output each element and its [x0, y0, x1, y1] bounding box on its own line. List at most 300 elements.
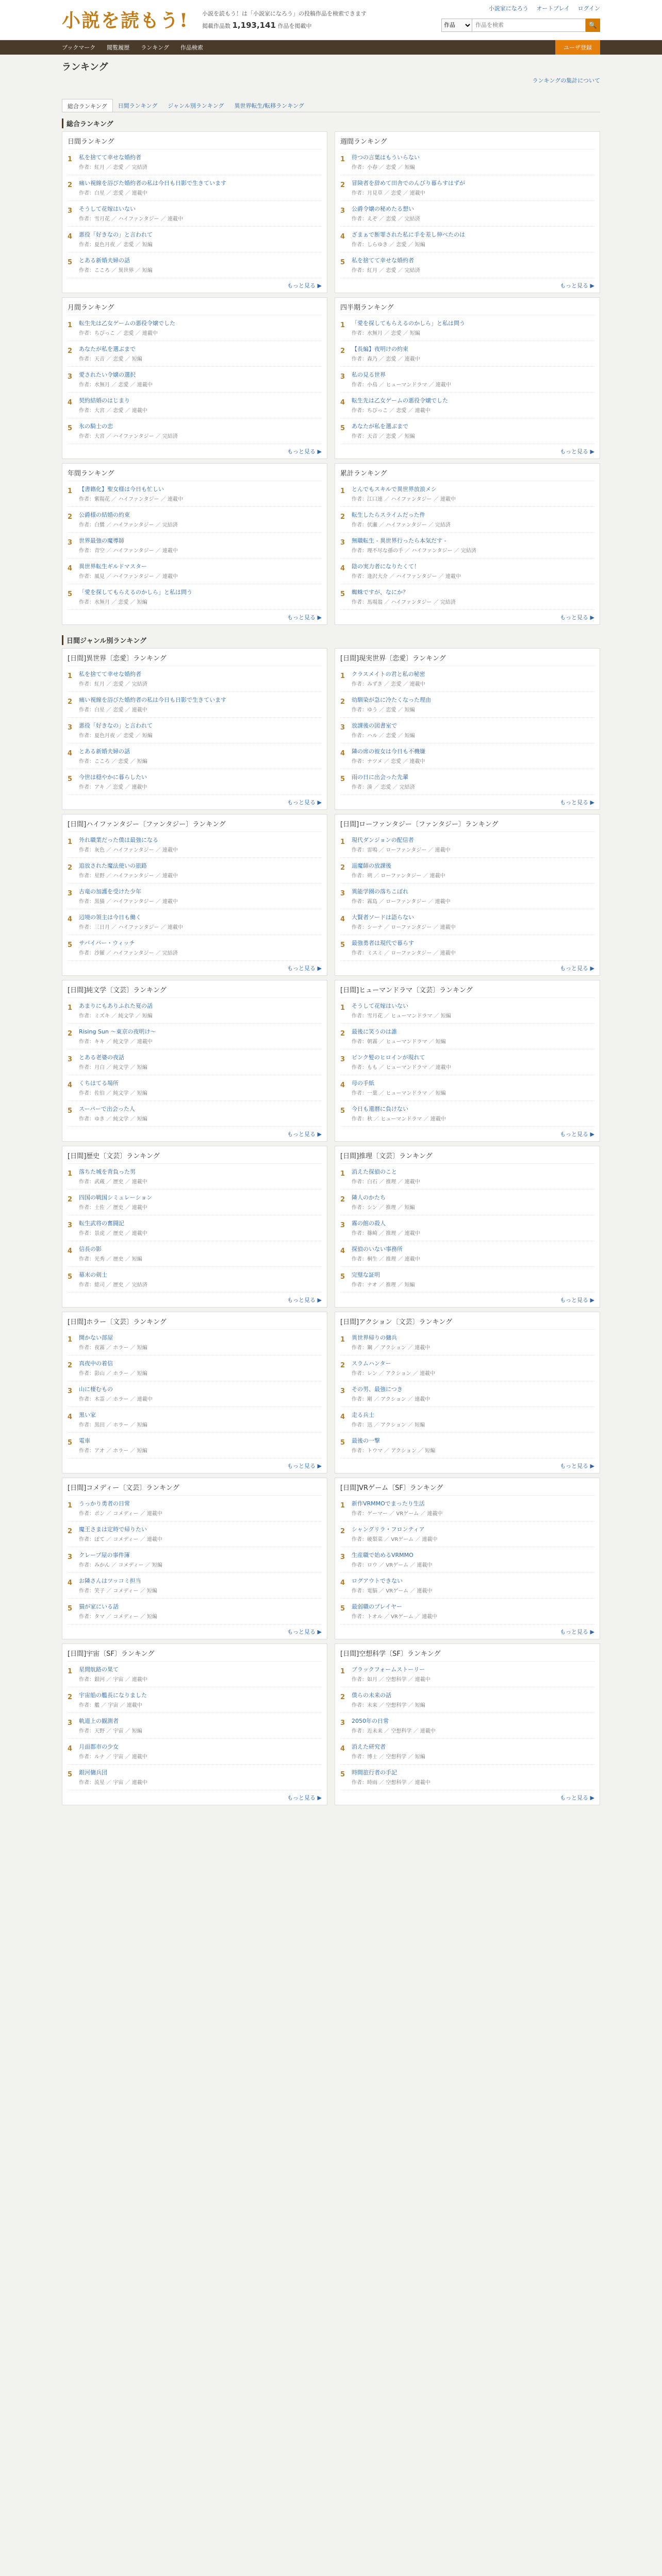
work-title-link[interactable]: 放課後の図書室で — [352, 722, 397, 729]
rank-number: 4 — [68, 565, 73, 572]
work-title-link[interactable]: 魔王さまは定時で帰りたい — [79, 1526, 147, 1533]
ranking-item — [68, 1190, 322, 1215]
nav-ranking[interactable]: ランキング — [141, 44, 169, 51]
work-meta: 作者：博士 ／ 空想科学 ／ 短編 — [352, 1754, 425, 1760]
work-meta: 作者：影山 ／ ホラー ／ 短編 — [79, 1371, 147, 1377]
work-count — [202, 21, 311, 30]
rank-number: 1 — [340, 1502, 345, 1510]
ranking-panel — [335, 1643, 600, 1805]
work-title-link[interactable]: 新作VRMMOでまったり生活 — [352, 1500, 425, 1507]
ranking-item — [68, 1215, 322, 1241]
work-title-link[interactable]: 転生武将の奮闘記 — [79, 1220, 124, 1227]
ranking-tabs — [62, 99, 600, 112]
search-button[interactable]: 🔍 — [586, 19, 600, 32]
work-meta: 作者：景虎 ／ 歴史 ／ 連載中 — [79, 1231, 147, 1236]
ranking-item — [68, 341, 322, 367]
tab-overall[interactable]: 総合ランキング — [62, 99, 113, 112]
panel-title: [日間]ヒューマンドラマ〔文芸〕ランキング — [340, 985, 594, 998]
ranking-item — [340, 341, 594, 367]
panel-title: [日間]推理〔文芸〕ランキング — [340, 1150, 594, 1164]
work-meta: 作者：雪月花 ／ ハイファンタジー ／ 連載中 — [79, 216, 183, 222]
item-body — [79, 888, 322, 905]
ranking-item — [340, 227, 594, 252]
rank-number: 4 — [340, 750, 345, 757]
work-title-link[interactable]: 真夜中の着信 — [79, 1360, 113, 1367]
rank-number: 3 — [68, 724, 73, 732]
work-meta: 作者：天音 ／ 恋愛 ／ 短編 — [352, 434, 415, 439]
work-title-link[interactable]: 幕末の剣士 — [79, 1272, 107, 1278]
item-body — [352, 1551, 594, 1568]
work-meta: 作者：紅月 ／ 恋愛 ／ 完結済 — [79, 165, 147, 171]
work-title-link[interactable]: 【書籍化】聖女様は今日も忙しい — [79, 486, 164, 493]
toplink-login[interactable]: ログイン — [577, 5, 600, 12]
work-title-link[interactable]: 私を捨てて幸せな婚約者 — [352, 257, 414, 264]
more-link[interactable]: もっと見る ▶ — [560, 614, 594, 621]
ranking-item — [68, 884, 322, 909]
work-title-link[interactable]: 隣人のかたち — [352, 1194, 386, 1201]
ranking-item — [68, 1573, 322, 1599]
work-title-link[interactable]: 猫が家にいる話 — [79, 1603, 119, 1610]
work-title-link[interactable]: 追放された魔法使いの旅路 — [79, 862, 147, 869]
ranking-item — [340, 858, 594, 884]
work-title-link[interactable]: 今世は穏やかに暮らしたい — [79, 774, 147, 781]
rank-number: 5 — [340, 259, 345, 266]
item-body — [79, 1002, 322, 1019]
site-logo[interactable] — [62, 6, 189, 32]
more-link[interactable]: もっと見る ▶ — [287, 1794, 322, 1801]
work-meta: 作者：白星 ／ 恋愛 ／ 連載中 — [79, 191, 147, 196]
work-title-link[interactable]: 最弱職のプレイヤー — [352, 1603, 403, 1610]
rank-number: 4 — [68, 1081, 73, 1089]
work-title-link[interactable]: そうして花嫁はいない — [352, 1003, 408, 1009]
rank-number: 3 — [340, 1719, 345, 1727]
work-title-link[interactable]: 四国の戦国シミュレーション — [79, 1194, 153, 1201]
work-meta: 作者：タマ ／ コメディー ／ 短編 — [79, 1614, 157, 1620]
work-title-link[interactable]: 異能学園の落ちこぼれ — [352, 888, 408, 895]
rank-number: 4 — [68, 1745, 73, 1753]
item-body — [352, 257, 594, 274]
more-link[interactable]: もっと見る ▶ — [287, 1463, 322, 1469]
work-title-link[interactable]: 異世界帰りの傭兵 — [352, 1334, 397, 1341]
work-meta: 作者：白石 ／ 推理 ／ 連載中 — [352, 1179, 420, 1185]
item-body — [352, 371, 594, 388]
rank-number: 1 — [340, 1668, 345, 1675]
work-title-link[interactable]: 軌道上の観測者 — [79, 1718, 119, 1724]
more-link[interactable]: もっと見る ▶ — [560, 1629, 594, 1635]
item-body — [79, 1054, 322, 1071]
work-meta: 作者：江口連 ／ ハイファンタジー ／ 連載中 — [352, 497, 456, 502]
rank-number: 1 — [68, 672, 73, 680]
work-title-link[interactable]: 母の手紙 — [352, 1080, 374, 1087]
rank-number: 2 — [68, 181, 73, 189]
item-body — [79, 422, 322, 439]
more-link[interactable]: もっと見る ▶ — [287, 799, 322, 806]
item-body — [79, 511, 322, 528]
ranking-panel — [335, 814, 600, 976]
work-title-link[interactable]: お隣さんはツッコミ担当 — [79, 1578, 141, 1584]
ranking-panel — [335, 648, 600, 810]
work-title-link[interactable]: 走る兵士 — [352, 1412, 374, 1418]
rank-number: 1 — [68, 321, 73, 329]
work-title-link[interactable]: 異世界転生ギルドマスター — [79, 563, 147, 570]
ranking-help-link[interactable]: ランキングの集計について — [532, 77, 600, 84]
rank-number: 3 — [340, 1387, 345, 1395]
work-title-link[interactable]: とんでもスキルで異世界放浪メシ — [352, 486, 437, 493]
work-title-link[interactable]: 最後の一撃 — [352, 1437, 380, 1444]
work-title-link[interactable]: 愛されたい令嬢の選択 — [79, 371, 136, 378]
work-title-link[interactable]: 大賢者ソードは語らない — [352, 914, 414, 921]
rank-number: 5 — [68, 590, 73, 598]
rank-number: 2 — [340, 698, 345, 706]
work-title-link[interactable]: 【長編】夜明けの約束 — [352, 346, 408, 352]
rank-number: 5 — [68, 1107, 73, 1115]
work-title-link[interactable]: 転生先は乙女ゲームの悪役令嬢でした — [352, 397, 448, 404]
toplink-narou[interactable]: 小説家になろう — [488, 5, 528, 12]
rank-number: 3 — [68, 1553, 73, 1561]
work-title-link[interactable]: 蜘蛛ですが、なにか？ — [352, 589, 408, 596]
work-title-link[interactable]: あまりにもありふれた夏の話 — [79, 1003, 153, 1009]
rank-number: 2 — [68, 1362, 73, 1369]
rank-number: 1 — [340, 1170, 345, 1178]
ranking-item — [340, 769, 594, 795]
work-title-link[interactable]: 時間旅行者の手記 — [352, 1769, 397, 1776]
item-body — [79, 670, 322, 687]
more-link[interactable]: もっと見る ▶ — [287, 1297, 322, 1303]
work-title-link[interactable]: あなたが私を選ぶまで — [79, 346, 136, 352]
tab-isekai[interactable]: 異世界転生/転移ランキング — [234, 103, 304, 109]
work-title-link[interactable]: 陰の実力者になりたくて！ — [352, 563, 420, 570]
rank-number: 3 — [68, 1056, 73, 1063]
work-title-link[interactable]: クラスメイトの君と私の秘密 — [352, 671, 425, 677]
ranking-panel — [62, 980, 327, 1142]
work-meta: 作者：電脳 ／ VRゲーム ／ 連載中 — [352, 1588, 433, 1594]
work-title-link[interactable]: 「愛を探してもらえるのかしら」と私は問う — [79, 589, 192, 596]
item-body — [79, 537, 322, 554]
ranking-item — [340, 1496, 594, 1521]
work-title-link[interactable]: 公爵令嬢の秘めたる想い — [352, 206, 414, 212]
work-title-link[interactable]: 私の見る世界 — [352, 371, 386, 378]
item-body — [352, 1054, 594, 1071]
search-type-select[interactable] — [441, 19, 472, 32]
work-meta: 作者：アオ ／ ホラー ／ 短編 — [79, 1448, 147, 1454]
ranking-item — [340, 367, 594, 393]
work-title-link[interactable]: 悪役「好きなの」と言われて — [79, 722, 153, 729]
item-body — [352, 154, 594, 171]
work-meta: 作者：霧島 ／ ローファンタジー ／ 連載中 — [352, 899, 451, 905]
work-title-link[interactable]: 転生したらスライムだった件 — [352, 512, 425, 518]
ranking-item — [340, 1547, 594, 1573]
nav-bookmark[interactable]: ブックマーク — [62, 44, 96, 51]
item-body — [352, 1271, 594, 1288]
work-title-link[interactable]: そうして花嫁はいない — [79, 206, 136, 212]
ranking-item — [68, 584, 322, 610]
work-title-link[interactable]: 冒険者を辞めて田舎でのんびり暮らすはずが — [352, 180, 465, 187]
item-body — [79, 231, 322, 248]
panel-title: 四半期ランキング — [340, 302, 594, 315]
ranking-sections — [62, 118, 600, 1809]
search-input[interactable] — [472, 19, 586, 32]
rank-number: 3 — [68, 207, 73, 215]
work-title-link[interactable]: 外れ職業だった僕は最強になる — [79, 837, 158, 843]
work-title-link[interactable]: 落ちた城を背負った男 — [79, 1168, 136, 1175]
ranking-item — [68, 558, 322, 584]
work-title-link[interactable]: 探偵のいない事務所 — [352, 1246, 403, 1252]
rank-number: 3 — [68, 1387, 73, 1395]
ranking-item — [68, 858, 322, 884]
work-title-link[interactable]: 痛い視線を浴びた婚約者の私は今日も日影で生きています — [79, 180, 226, 187]
more-link[interactable]: もっと見る ▶ — [560, 965, 594, 972]
work-meta: 作者：月見草 ／ 恋愛 ／ 連載中 — [352, 191, 425, 196]
ranking-item — [340, 584, 594, 610]
ranking-panel — [62, 463, 327, 625]
work-title-link[interactable]: 転生先は乙女ゲームの悪役令嬢でした — [79, 320, 175, 327]
work-title-link[interactable]: 退魔師の放課後 — [352, 862, 391, 869]
panel-title: [日間]現実世界〔恋愛〕ランキング — [340, 653, 594, 666]
work-title-link[interactable]: 辺境の領主は今日も働く — [79, 914, 141, 921]
rank-number: 3 — [340, 1056, 345, 1063]
rank-number: 1 — [68, 156, 73, 163]
panel-title: [日間]コメディー〔文芸〕ランキング — [68, 1482, 322, 1496]
more-link[interactable]: もっと見る ▶ — [287, 614, 322, 621]
rank-number: 2 — [68, 1528, 73, 1535]
work-meta: 作者：武蔵 ／ 歴史 ／ 連載中 — [79, 1179, 147, 1185]
rank-number: 3 — [68, 539, 73, 547]
rank-number: 1 — [340, 672, 345, 680]
work-title-link[interactable]: 古竜の加護を受けた少年 — [79, 888, 141, 895]
work-title-link[interactable]: 完璧な証明 — [352, 1272, 380, 1278]
more-link[interactable]: もっと見る ▶ — [287, 1629, 322, 1635]
ranking-item — [68, 393, 322, 418]
work-title-link[interactable]: とある老婆の夜話 — [79, 1054, 124, 1061]
work-title-link[interactable]: 幼馴染が急に冷たくなった理由 — [352, 697, 431, 703]
more-link[interactable]: もっと見る ▶ — [560, 799, 594, 806]
rank-number: 1 — [68, 1170, 73, 1178]
tab-genre[interactable]: ジャンル別ランキング — [168, 103, 224, 109]
work-title-link[interactable]: 今日も還暦に負けない — [352, 1106, 408, 1112]
more-link[interactable]: もっと見る ▶ — [287, 965, 322, 972]
work-title-link[interactable]: 電車 — [79, 1437, 90, 1444]
ranking-panel — [335, 1312, 600, 1473]
work-title-link[interactable]: 私を捨てて幸せな婚約者 — [79, 154, 141, 161]
rank-number: 5 — [68, 775, 73, 783]
item-body — [352, 1028, 594, 1045]
work-title-link[interactable]: 悪役「好きなの」と言われて — [79, 231, 153, 238]
work-title-link[interactable]: 生産職で始めるVRMMO — [352, 1552, 413, 1558]
work-title-link[interactable]: 氷の騎士の恋 — [79, 423, 113, 430]
more-link[interactable]: もっと見る ▶ — [560, 282, 594, 289]
work-title-link[interactable]: 黒い家 — [79, 1412, 96, 1418]
work-title-link[interactable]: ログアウトできない — [352, 1578, 403, 1584]
work-meta: 作者：剛 ／ アクション ／ 連載中 — [352, 1397, 431, 1402]
work-title-link[interactable]: ブラックフォームストーリー — [352, 1666, 425, 1673]
ranking-panel — [62, 1643, 327, 1805]
work-title-link[interactable]: 霧の館の殺人 — [352, 1220, 386, 1227]
work-title-link[interactable]: 世界最強の魔導師 — [79, 537, 124, 544]
item-body — [352, 722, 594, 739]
item-body — [352, 1194, 594, 1211]
count-label: 掲載作品数 — [202, 23, 230, 29]
rank-number: 1 — [340, 1336, 345, 1344]
ranking-item — [340, 998, 594, 1024]
ranking-item — [340, 175, 594, 201]
work-title-link[interactable]: スーパーで出会った人 — [79, 1106, 135, 1112]
ranking-item — [340, 743, 594, 769]
rank-number: 1 — [68, 1668, 73, 1675]
item-body — [352, 1334, 594, 1351]
item-body — [79, 939, 322, 956]
work-title-link[interactable]: うっかり勇者の日常 — [79, 1500, 130, 1507]
more-link[interactable]: もっと見る ▶ — [560, 1794, 594, 1801]
item-body — [352, 1666, 594, 1683]
ranking-item — [68, 507, 322, 533]
rank-number: 1 — [68, 487, 73, 495]
more-link[interactable]: もっと見る ▶ — [560, 1463, 594, 1469]
item-body — [352, 588, 594, 605]
work-title-link[interactable]: とある新婚夫婦の話 — [79, 257, 130, 264]
work-title-link[interactable]: 公爵様の結婚の約束 — [79, 512, 130, 518]
item-body — [79, 1717, 322, 1734]
panel-title: 週間ランキング — [340, 136, 594, 149]
item-body — [352, 563, 594, 580]
rank-number: 2 — [340, 1196, 345, 1204]
work-title-link[interactable]: 最強勇者は現代で暮らす — [352, 940, 414, 946]
item-body — [79, 319, 322, 336]
work-title-link[interactable]: 契約結婚のはじまり — [79, 397, 130, 404]
item-body — [352, 511, 594, 528]
work-title-link[interactable]: 最後に笑うのは誰 — [352, 1028, 397, 1035]
work-title-link[interactable]: 消えた研究者 — [352, 1743, 386, 1750]
ranking-item — [340, 201, 594, 227]
work-meta: 作者：黒猫 ／ ハイファンタジー ／ 連載中 — [79, 899, 178, 905]
ranking-panel — [335, 131, 600, 293]
toplink-autoplay[interactable]: オートプレイ — [536, 5, 570, 12]
more-link[interactable]: もっと見る ▶ — [287, 282, 322, 289]
work-meta: 作者：ゆき ／ 純文学 ／ 短編 — [79, 1116, 147, 1122]
rank-number: 4 — [340, 233, 345, 241]
ranking-item — [68, 175, 322, 201]
ranking-item — [340, 692, 594, 718]
work-title-link[interactable]: Rising Sun ～東京の夜明け～ — [79, 1028, 156, 1035]
nav-search[interactable]: 作品検索 — [180, 44, 203, 51]
ranking-panel — [335, 980, 600, 1142]
work-title-link[interactable]: あなたが私を選ぶまで — [352, 423, 408, 430]
more-link[interactable]: もっと見る ▶ — [560, 448, 594, 455]
rank-number: 1 — [68, 1502, 73, 1510]
ranking-item — [340, 315, 594, 341]
item-body — [79, 485, 322, 502]
work-meta: 作者：天音 ／ 恋愛 ／ 短編 — [79, 357, 142, 362]
work-meta: 作者：夏色月夜 ／ 恋愛 ／ 短編 — [79, 733, 153, 739]
work-meta: 作者：もも ／ ヒューマンドラマ ／ 連載中 — [352, 1065, 451, 1071]
work-title-link[interactable]: 月面都市の少女 — [79, 1743, 119, 1750]
more-link[interactable]: もっと見る ▶ — [287, 1131, 322, 1138]
panel-title: [日間]アクション〔文芸〕ランキング — [340, 1316, 594, 1330]
ranking-item — [68, 718, 322, 743]
more-link[interactable]: もっと見る ▶ — [560, 1131, 594, 1138]
item-body — [352, 319, 594, 336]
work-title-link[interactable]: シャングリラ・フロンティア — [352, 1526, 425, 1533]
work-title-link[interactable]: 消えた探偵のこと — [352, 1168, 397, 1175]
work-meta: 作者：土佐 ／ 歴史 ／ 連載中 — [79, 1205, 147, 1211]
ranking-panel — [335, 297, 600, 459]
work-title-link[interactable]: 「愛を探してもらえるのかしら」と私は問う — [352, 320, 465, 327]
work-title-link[interactable]: 僕らの未来の話 — [352, 1692, 391, 1699]
work-title-link[interactable]: 信長の影 — [79, 1246, 102, 1252]
work-meta: 作者：木霊 ／ ホラー ／ 連載中 — [79, 1397, 153, 1402]
item-body — [352, 1219, 594, 1236]
work-meta: 作者：みずき ／ 恋愛 ／ 連載中 — [352, 682, 425, 687]
work-title-link[interactable]: クレープ屋の事件簿 — [79, 1552, 130, 1558]
item-body — [79, 1194, 322, 1211]
ranking-item — [340, 1024, 594, 1049]
rank-number: 4 — [340, 1081, 345, 1089]
work-title-link[interactable]: 無職転生 - 異世界行ったら本気だす - — [352, 537, 446, 544]
work-title-link[interactable]: 銀河傭兵団 — [79, 1769, 107, 1776]
work-title-link[interactable]: 山に棲むもの — [79, 1386, 113, 1393]
work-title-link[interactable]: 待つの言葉はもういらない — [352, 154, 420, 161]
work-title-link[interactable]: その男、最強につき — [352, 1386, 403, 1393]
work-title-link[interactable]: 痛い視線を浴びた婚約者の私は今日も日影で生きています — [79, 697, 226, 703]
more-link[interactable]: もっと見る ▶ — [287, 448, 322, 455]
work-title-link[interactable]: ざまぁで断罪された私に手を差し伸べたのは — [352, 231, 465, 238]
rank-number: 5 — [68, 941, 73, 949]
more-link[interactable]: もっと見る ▶ — [560, 1297, 594, 1303]
rank-number: 5 — [340, 425, 345, 432]
work-title-link[interactable]: ピンク髪のヒロインが現れて — [352, 1054, 425, 1061]
ranking-item — [68, 1241, 322, 1267]
ranking-panel — [62, 648, 327, 810]
work-title-link[interactable]: サバイバー・ウィッチ — [79, 940, 135, 946]
work-title-link[interactable]: 2050年の日常 — [352, 1718, 389, 1724]
work-meta: 作者：篠崎 ／ 推理 ／ 連載中 — [352, 1231, 420, 1236]
ranking-item — [68, 367, 322, 393]
rank-number: 5 — [68, 1771, 73, 1778]
work-meta: 作者：白星 ／ 恋愛 ／ 連載中 — [79, 707, 147, 713]
tab-daily[interactable]: 日間ランキング — [118, 103, 158, 109]
ranking-item — [68, 935, 322, 961]
work-meta: 作者：ゲーマー ／ VRゲーム ／ 連載中 — [352, 1511, 443, 1517]
work-title-link[interactable]: 隣の席の彼女は今日も不機嫌 — [352, 748, 425, 755]
ranking-item — [340, 1355, 594, 1381]
rank-number: 3 — [340, 207, 345, 215]
rank-number: 2 — [340, 1528, 345, 1535]
work-title-link[interactable]: スラムハンター — [352, 1360, 391, 1367]
work-title-link[interactable]: 開かない部屋 — [79, 1334, 113, 1341]
work-title-link[interactable]: 雨の日に出会った先輩 — [352, 774, 408, 781]
rank-number: 4 — [68, 399, 73, 406]
work-title-link[interactable]: とある新婚夫婦の話 — [79, 748, 130, 755]
ranking-panel — [62, 1312, 327, 1473]
work-meta: 作者：ポン ／ コメディー ／ 連載中 — [79, 1511, 162, 1517]
work-title-link[interactable]: 星間航路の果て — [79, 1666, 119, 1673]
work-title-link[interactable]: くちはてる場所 — [79, 1080, 119, 1087]
nav-history[interactable]: 閲覧履歴 — [107, 44, 130, 51]
work-meta: 作者：キキ ／ 純文学 ／ 連載中 — [79, 1039, 153, 1045]
work-title-link[interactable]: 私を捨てて幸せな婚約者 — [79, 671, 141, 677]
register-button[interactable]: ユーザ登録 — [555, 40, 600, 55]
work-title-link[interactable]: 宇宙船の艦長になりました — [79, 1692, 147, 1699]
ranking-item — [340, 1075, 594, 1101]
work-meta: 作者：灰色 ／ ハイファンタジー ／ 連載中 — [79, 848, 178, 853]
work-title-link[interactable]: 現代ダンジョンの配信者 — [352, 837, 414, 843]
work-meta: 作者：大宮 ／ ハイファンタジー ／ 完結済 — [79, 434, 178, 439]
ranking-item — [68, 1407, 322, 1433]
item-body — [352, 1105, 594, 1122]
work-meta: 作者：硬梨菜 ／ VRゲーム ／ 連載中 — [352, 1537, 438, 1543]
rank-number: 3 — [68, 1719, 73, 1727]
work-meta: 作者：逢沢大介 ／ ハイファンタジー ／ 連載中 — [352, 574, 461, 580]
item-body — [79, 862, 322, 879]
